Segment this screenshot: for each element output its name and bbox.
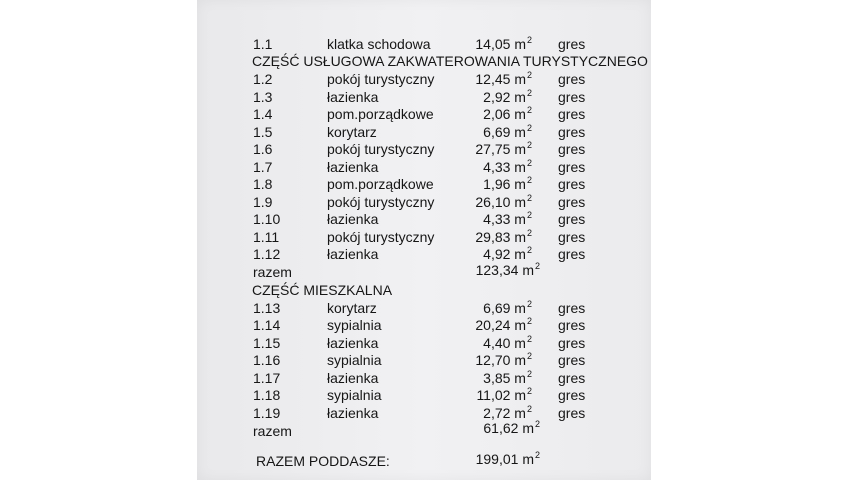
room-area (440, 70, 532, 88)
room-name: łazienka (327, 246, 379, 262)
room-material: gres (558, 317, 586, 333)
room-area (440, 158, 532, 176)
room-name: łazienka (327, 334, 379, 351)
room-area (440, 351, 532, 369)
room-material: gres (558, 352, 586, 368)
subtotal-area (440, 261, 540, 279)
area-value: 29,83 m (475, 228, 526, 245)
room-number: 1.16 (253, 352, 281, 368)
room-number: 1.14 (253, 317, 281, 333)
room-number: 1.6 (253, 141, 273, 157)
unit-exponent: 2 (526, 386, 532, 396)
unit-exponent: 2 (526, 227, 532, 238)
room-number: 1.5 (253, 123, 273, 140)
room-area (440, 88, 532, 106)
room-name: klatka schodowa (327, 36, 431, 52)
room-area (440, 299, 532, 317)
section-heading: CZĘŚĆ USŁUGOWA ZAKWATEROWANIA TURYSTYCZNEGO (252, 52, 648, 69)
room-material: gres (558, 246, 586, 262)
unit-exponent: 2 (526, 122, 532, 133)
room-area (440, 369, 532, 387)
room-number: 1.15 (253, 334, 281, 351)
room-area (440, 105, 532, 123)
room-material: gres (558, 404, 586, 421)
area-value: 2,92 m (483, 88, 526, 105)
room-material: gres (558, 193, 586, 210)
area-value: 27,75 m (475, 141, 526, 157)
room-number: 1.17 (253, 369, 281, 386)
room-number: 1.8 (253, 176, 273, 192)
room-area (440, 316, 532, 334)
area-value: 61,62 m (483, 420, 534, 436)
room-material: gres (558, 88, 586, 105)
unit-exponent: 2 (526, 403, 532, 414)
room-material: gres (558, 211, 586, 227)
room-name: łazienka (327, 211, 379, 227)
room-name: łazienka (327, 369, 379, 386)
area-value: 123,34 m (475, 261, 534, 278)
area-value: 4,92 m (483, 246, 526, 262)
unit-exponent: 2 (526, 333, 532, 344)
area-value: 2,72 m (483, 404, 526, 421)
room-number: 1.10 (253, 211, 281, 227)
room-name: pokój turystyczny (327, 71, 435, 87)
subtotal-label: razem (253, 423, 292, 439)
room-number: 1.3 (253, 88, 273, 105)
subtotal-area (440, 419, 540, 437)
area-value: 1,96 m (483, 176, 526, 192)
room-name: korytarz (327, 299, 377, 316)
grand-total-label: RAZEM PODDASZE: (256, 453, 390, 469)
room-area (440, 386, 532, 404)
grand-total-area (440, 450, 540, 468)
room-area (440, 123, 532, 141)
area-value: 3,85 m (483, 369, 526, 386)
unit-exponent: 2 (526, 245, 532, 255)
unit-exponent: 2 (526, 192, 532, 203)
area-value: 4,40 m (483, 334, 526, 351)
room-material: gres (558, 299, 586, 316)
unit-exponent: 2 (526, 70, 532, 80)
room-area (440, 35, 532, 53)
room-area (440, 334, 532, 352)
area-value: 4,33 m (483, 158, 526, 175)
unit-exponent: 2 (534, 419, 540, 429)
unit-exponent: 2 (534, 260, 540, 271)
room-material: gres (558, 123, 586, 140)
room-number: 1.18 (253, 387, 281, 403)
room-name: pokój turystyczny (327, 141, 435, 157)
room-material: gres (558, 106, 586, 122)
unit-exponent: 2 (526, 35, 532, 45)
section-heading: CZĘŚĆ MIESZKALNA (252, 282, 393, 298)
room-area (440, 193, 532, 211)
room-name: pom.porządkowe (327, 106, 434, 122)
room-area (440, 228, 532, 246)
room-name: sypialnia (327, 317, 382, 333)
room-name: łazienka (327, 404, 379, 421)
room-number: 1.11 (253, 228, 280, 245)
room-number: 1.7 (253, 158, 273, 175)
room-material: gres (558, 228, 586, 245)
area-value: 6,69 m (483, 123, 526, 140)
area-value: 199,01 m (475, 451, 534, 467)
room-name: łazienka (327, 88, 379, 105)
room-area (440, 140, 532, 158)
room-material: gres (558, 334, 586, 351)
subtotal-label: razem (253, 263, 292, 280)
room-name: pom.porządkowe (327, 176, 434, 192)
room-number: 1.13 (253, 299, 281, 316)
area-value: 14,05 m (475, 36, 526, 52)
unit-exponent: 2 (526, 157, 532, 168)
room-material: gres (558, 141, 586, 157)
unit-exponent: 2 (526, 368, 532, 379)
area-value: 12,70 m (475, 352, 526, 368)
room-name: sypialnia (327, 387, 382, 403)
unit-exponent: 2 (526, 316, 532, 326)
area-value: 2,06 m (483, 106, 526, 122)
area-value: 6,69 m (483, 299, 526, 316)
unit-exponent: 2 (526, 210, 532, 220)
room-name: pokój turystyczny (327, 193, 435, 210)
unit-exponent: 2 (526, 105, 532, 115)
room-name: łazienka (327, 158, 379, 175)
room-number: 1.19 (253, 404, 281, 421)
room-number: 1.2 (253, 71, 273, 87)
area-value: 4,33 m (483, 211, 526, 227)
room-number: 1.12 (253, 246, 281, 262)
unit-exponent: 2 (526, 351, 532, 361)
unit-exponent: 2 (526, 140, 532, 150)
room-name: korytarz (327, 123, 377, 140)
area-value: 20,24 m (475, 317, 526, 333)
room-material: gres (558, 369, 586, 386)
unit-exponent: 2 (526, 87, 532, 98)
room-number: 1.1 (253, 36, 273, 52)
area-value: 11,02 m (476, 387, 526, 403)
room-number: 1.4 (253, 106, 273, 122)
unit-exponent: 2 (526, 175, 532, 185)
area-value: 12,45 m (475, 71, 526, 87)
room-material: gres (558, 36, 586, 52)
unit-exponent: 2 (526, 298, 532, 309)
room-material: gres (558, 158, 586, 175)
room-material: gres (558, 176, 586, 192)
unit-exponent: 2 (534, 450, 540, 460)
room-name: pokój turystyczny (327, 228, 435, 245)
room-material: gres (558, 387, 586, 403)
room-name: sypialnia (327, 352, 382, 368)
room-area (440, 175, 532, 193)
room-number: 1.9 (253, 193, 273, 210)
room-material: gres (558, 71, 586, 87)
room-area (440, 210, 532, 228)
area-value: 26,10 m (475, 193, 526, 210)
